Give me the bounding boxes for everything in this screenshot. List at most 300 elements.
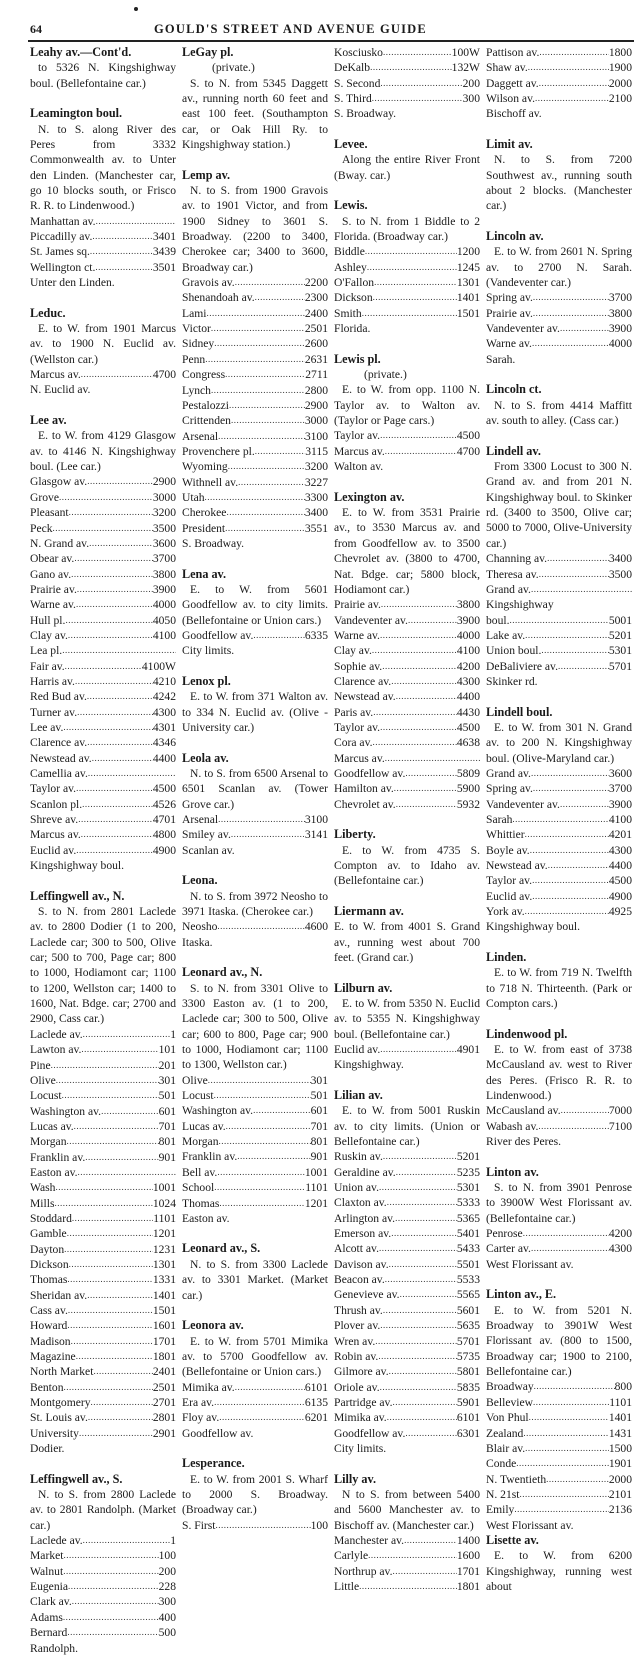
- cross-street-row: [30, 1119, 176, 1134]
- cross-street-row: [30, 1594, 176, 1609]
- cross-street-row: [182, 1518, 328, 1533]
- cross-street-row: [30, 1180, 176, 1195]
- house-number: 100W: [451, 46, 480, 59]
- house-number: 201: [158, 1058, 176, 1072]
- street-description: Along the entire River Front (Bway. car.): [334, 153, 480, 182]
- house-number: 4526: [152, 797, 176, 811]
- dot-leader: [380, 1318, 457, 1333]
- cross-street-row: [486, 582, 632, 597]
- cross-street-name: Warne av.: [486, 337, 532, 351]
- cross-street-name: Goodfellow av.: [334, 1426, 406, 1440]
- cross-street-name: Morgan: [182, 1135, 219, 1149]
- cross-street-name: Kosciusko: [334, 46, 383, 59]
- cross-street-row: [30, 1196, 176, 1211]
- cross-street-name: Mills: [30, 1196, 55, 1210]
- cross-street-name: Pattison av.: [486, 46, 540, 59]
- cross-street-row: [334, 260, 480, 275]
- cross-street-row: [486, 76, 632, 91]
- dot-leader: [530, 843, 609, 858]
- dot-leader: [87, 474, 153, 489]
- street-entry: [334, 352, 480, 475]
- cross-street-row: [182, 1395, 328, 1410]
- cross-street-name: Thomas: [182, 1196, 220, 1210]
- cross-street-name: York av.: [486, 905, 525, 919]
- dot-leader: [92, 751, 153, 766]
- cross-street-name: Mimika av.: [334, 1411, 387, 1425]
- dot-leader: [379, 1241, 457, 1256]
- dot-leader: [76, 597, 153, 612]
- dot-leader: [383, 1149, 457, 1164]
- cross-street-row: [182, 398, 328, 413]
- dot-leader: [64, 1242, 153, 1257]
- dot-leader: [93, 1364, 152, 1379]
- house-number: 5301: [456, 1181, 480, 1195]
- cross-street-name: Penn: [182, 352, 206, 366]
- dot-leader: [211, 383, 305, 398]
- cross-street-terminus: Kingshighway boul.: [30, 859, 125, 873]
- house-number: 5235: [456, 1165, 480, 1179]
- street-description: E. to W. from 719 N. Twelfth to 718 N. Thirteenth. (Park or Compton cars.): [486, 966, 632, 1011]
- street-description: E. to W. from 301 N. Grand av. to 200 N. Kingshighway boul. (Olive-Maryland car.): [486, 720, 632, 765]
- street-entry: [182, 567, 328, 659]
- dot-leader: [534, 1379, 615, 1394]
- cross-street-name: Locust: [182, 1089, 214, 1103]
- house-number: 2100: [608, 92, 632, 106]
- cross-street-terminus: Skinker rd.: [486, 674, 538, 688]
- street-name: Leonard av., S.: [182, 1241, 261, 1256]
- house-number: 1431: [608, 1426, 632, 1440]
- cross-street-row: [486, 1456, 632, 1471]
- house-number: 1301: [456, 276, 480, 290]
- cross-street-row: [30, 1610, 176, 1625]
- street-entry: [182, 1456, 328, 1533]
- dot-leader: [560, 797, 609, 812]
- street-description: E. to W. from 2601 N. Spring av. to 2700 N. Sarah. (Vandeventer car.): [486, 245, 632, 290]
- dot-leader: [370, 60, 452, 75]
- house-number: 2801: [152, 1411, 176, 1425]
- cross-street-row: [486, 1226, 632, 1241]
- dot-leader: [89, 536, 153, 551]
- dot-leader: [533, 290, 609, 305]
- cross-street-name: Mimika av.: [182, 1380, 235, 1394]
- house-number: 4300: [152, 705, 176, 719]
- house-number: 3800: [608, 306, 632, 320]
- house-number: 200: [158, 1564, 176, 1578]
- cross-street-row: [182, 812, 328, 827]
- cross-street-name: Partridge av.: [334, 1395, 393, 1409]
- cross-street-name: Grand av.: [486, 582, 531, 596]
- street-entry: [30, 306, 176, 398]
- dot-leader: [87, 1288, 153, 1303]
- cross-street-row: [30, 214, 176, 229]
- house-number: 1900: [608, 61, 632, 75]
- dot-leader: [206, 306, 304, 321]
- house-number: 4500: [608, 874, 632, 888]
- cross-street-row: [182, 352, 328, 367]
- dot-leader: [90, 244, 153, 259]
- house-number: 1101: [305, 1181, 328, 1195]
- dot-leader: [378, 1349, 456, 1364]
- house-number: 1245: [456, 260, 480, 274]
- cross-street-row: [334, 1195, 480, 1210]
- cross-street-row: [30, 735, 176, 750]
- cross-street-row: [182, 429, 328, 444]
- dot-leader: [64, 1380, 153, 1395]
- street-name: Linton av., E.: [486, 1287, 557, 1302]
- house-number: 6301: [456, 1426, 480, 1440]
- cross-street-row: [334, 1241, 480, 1256]
- cross-street-name: Fair av.: [30, 659, 65, 673]
- house-number: 400: [158, 1610, 176, 1624]
- cross-street-row: [334, 1533, 480, 1548]
- dot-leader: [231, 413, 305, 428]
- house-number: 3700: [152, 552, 176, 566]
- street-entry: [486, 950, 632, 1011]
- dot-leader: [54, 1196, 152, 1211]
- street-name: Liberty.: [334, 827, 376, 842]
- cross-street-row: [30, 705, 176, 720]
- cross-street-row: [334, 1395, 480, 1410]
- cross-street-row: [30, 1211, 176, 1226]
- street-description: E. to W. from 5350 N. Euclid av. to 5355 N. Kingshighway boul. (Bellefontaine car.): [334, 996, 480, 1041]
- street-description: E. to W. from 4001 S. Grand av., running west about 700 feet. (Grand car.): [334, 920, 480, 964]
- cross-street-row: [30, 1395, 176, 1410]
- cross-street-row: [182, 321, 328, 336]
- dot-leader: [208, 1073, 311, 1088]
- cross-street-name: Clarence av.: [30, 736, 88, 750]
- dot-leader: [214, 336, 305, 351]
- cross-street-row: [486, 781, 632, 796]
- house-number: 3500: [152, 521, 176, 535]
- dot-leader: [532, 889, 609, 904]
- cross-street-terminus: Dodier.: [30, 1442, 65, 1456]
- house-number: 4210: [152, 674, 176, 688]
- cross-street-name: Clark av.: [30, 1595, 72, 1609]
- cross-street-row: [486, 1119, 632, 1134]
- cross-street-row: [334, 1548, 480, 1563]
- cross-street-row: [334, 1287, 480, 1302]
- page-header: [30, 22, 634, 38]
- cross-street-row: [486, 1487, 632, 1502]
- dot-leader: [380, 1380, 457, 1395]
- house-number: 1: [170, 1534, 176, 1548]
- house-number: 3900: [152, 582, 176, 596]
- cross-street-name: Spring av.: [486, 291, 533, 305]
- cross-street-row: [30, 1027, 176, 1042]
- cross-street-name: Euclid av.: [334, 1043, 381, 1057]
- street-name: Lena av.: [182, 566, 227, 581]
- house-number: 5601: [456, 1303, 480, 1317]
- street-entry: [486, 1287, 632, 1533]
- house-number: 1101: [153, 1211, 176, 1225]
- dot-leader: [391, 674, 457, 689]
- cross-street-row: [182, 1180, 328, 1195]
- dot-leader: [228, 459, 305, 474]
- cross-street-name: Lynch: [182, 383, 211, 397]
- cross-street-name: DeBaliviere av.: [486, 659, 558, 673]
- street-entry: [182, 1241, 328, 1302]
- cross-street-row: [30, 1410, 176, 1425]
- house-number: 3100: [304, 813, 328, 826]
- cross-street-name: Olive: [182, 1073, 208, 1087]
- house-number: 601: [310, 1104, 328, 1118]
- cross-street-row: [30, 1533, 176, 1548]
- dot-leader: [510, 613, 609, 628]
- street-entry: [486, 137, 632, 214]
- house-number: 4700: [152, 368, 176, 382]
- street-description: E. to W. from east of 3738 McCausland av. west to River des Peres. (Frisco R. R. to Lindenwood.): [486, 1043, 632, 1103]
- house-number: 3401: [152, 230, 176, 244]
- house-number: 3551: [304, 521, 328, 535]
- cross-street-name: Whittier: [486, 828, 525, 842]
- cross-street-row: [30, 1088, 176, 1103]
- cross-street-name: Blair av.: [486, 1441, 526, 1455]
- cross-street-row: [182, 1165, 328, 1180]
- dot-leader: [211, 321, 305, 336]
- dot-leader: [235, 275, 305, 290]
- cross-street-name: Turner av.: [30, 705, 78, 719]
- cross-street-name: McCausland av.: [486, 1104, 561, 1118]
- house-number: 4901: [456, 1043, 480, 1057]
- house-number: 4100W: [141, 659, 176, 673]
- cross-street-terminus: Kingshighway boul.: [486, 920, 581, 934]
- cross-street-row: [30, 720, 176, 735]
- house-number: 1601: [152, 1319, 176, 1333]
- cross-street-name: Smith: [334, 306, 362, 320]
- cross-street-row: [30, 260, 176, 275]
- house-number: 4500: [152, 782, 176, 796]
- cross-street-row: [30, 490, 176, 505]
- cross-street-name: Geraldine av.: [334, 1165, 396, 1179]
- dot-leader: [380, 720, 457, 735]
- street-entry: [486, 45, 632, 122]
- dot-leader: [65, 613, 152, 628]
- dot-leader: [367, 260, 457, 275]
- cross-street-row: [182, 490, 328, 505]
- cross-street-row: [30, 597, 176, 612]
- street-name: Lilly av.: [334, 1471, 376, 1486]
- cross-street-name: Wash: [30, 1181, 56, 1195]
- house-number: 5735: [456, 1349, 480, 1363]
- street-entry: [486, 705, 632, 935]
- cross-street-row: [486, 1241, 632, 1256]
- cross-street-name: Marcus av.: [30, 368, 81, 382]
- cross-street-row: [182, 290, 328, 305]
- cross-street-row: [30, 1579, 176, 1594]
- cross-street-row: [30, 1364, 176, 1379]
- cross-street-terminus: Itaska.: [182, 935, 213, 949]
- cross-street-name: Gravois av.: [182, 276, 235, 290]
- dot-leader: [380, 1042, 457, 1057]
- street-name: Leffingwell av., N.: [30, 888, 125, 903]
- cross-street-row: [182, 459, 328, 474]
- dot-leader: [92, 229, 152, 244]
- street-name: Leona.: [182, 873, 218, 888]
- street-name: Lewis.: [334, 198, 368, 213]
- cross-street-name: Bell av.: [182, 1165, 218, 1179]
- house-number: 6335: [304, 628, 328, 642]
- house-number: 2800: [304, 383, 328, 397]
- cross-street-terminus: Bischoff av.: [486, 107, 542, 121]
- dot-leader: [62, 643, 176, 658]
- house-number: 1501: [456, 306, 480, 320]
- cross-street-row: [486, 766, 632, 781]
- house-number: 1800: [608, 46, 632, 59]
- cross-street-row: [30, 628, 176, 643]
- cross-street-row: [30, 1242, 176, 1257]
- cross-street-row: [486, 858, 632, 873]
- cross-street-row: [30, 797, 176, 812]
- dot-leader: [405, 1426, 456, 1441]
- house-number: 501: [310, 1089, 328, 1103]
- dot-leader: [91, 1395, 153, 1410]
- house-number: 3900: [608, 322, 632, 336]
- cross-street-row: [486, 1103, 632, 1118]
- dot-leader: [362, 306, 457, 321]
- house-number: 4925: [608, 905, 632, 919]
- house-number: 1231: [152, 1242, 176, 1256]
- cross-street-terminus: Kingshighway.: [334, 1058, 404, 1072]
- street-entry: [486, 1027, 632, 1150]
- street-name: Lindenwood pl.: [486, 1026, 568, 1041]
- house-number: 1400: [456, 1533, 480, 1547]
- dot-leader: [539, 76, 609, 91]
- street-entry: [182, 1318, 328, 1441]
- cross-street-row: [486, 91, 632, 106]
- cross-street-row: [30, 1134, 176, 1149]
- cross-street-name: Ruskin av.: [334, 1150, 383, 1164]
- dot-leader: [387, 1195, 457, 1210]
- cross-street-row: [30, 751, 176, 766]
- dot-leader: [69, 505, 153, 520]
- cross-street-row: [334, 674, 480, 689]
- dot-leader: [520, 1487, 609, 1502]
- dot-leader: [372, 643, 457, 658]
- cross-street-name: Taylor av.: [30, 782, 77, 796]
- cross-street-row: [30, 1349, 176, 1364]
- dot-leader: [389, 1257, 457, 1272]
- street-description: S. to N. from 5345 Daggett av., running north 60 feet and east 100 feet. (Southampton car, or Oak Hill Ry. to Kingshighway station.): [182, 76, 328, 152]
- cross-street-name: Marcus av.: [30, 828, 81, 842]
- house-number: 901: [158, 1150, 176, 1164]
- dot-leader: [78, 812, 153, 827]
- house-number: 4430: [456, 705, 480, 719]
- cross-street-terminus: Florida.: [334, 322, 371, 336]
- house-number: 1: [170, 1027, 176, 1041]
- dot-leader: [88, 766, 176, 781]
- street-entry: [182, 965, 328, 1226]
- house-number: 3115: [305, 444, 328, 458]
- street-description: S. to N. from 2801 Laclede av. to 2800 Dodier (1 to 200, Laclede car; 300 to 500, Olive car; 500 to 700, Page car; 800 to 1000, Hodiamont car; 1100 to 1200, Wellston car; 1400 to 1600, Nat. Bdge. car; 2700 and 2900, Cass car.): [30, 905, 176, 1026]
- dot-leader: [87, 689, 153, 704]
- cross-street-row: [334, 1042, 480, 1057]
- cross-street-row: [182, 1410, 328, 1425]
- cross-street-name: Taylor av.: [334, 429, 381, 443]
- dot-leader: [532, 336, 609, 351]
- cross-street-row: [30, 827, 176, 842]
- house-number: 1901: [608, 1457, 632, 1471]
- house-number: 4000: [608, 337, 632, 351]
- house-number: 801: [158, 1135, 176, 1149]
- cross-street-name: Walnut: [30, 1564, 64, 1578]
- house-number: 5201: [456, 1150, 480, 1164]
- dot-leader: [253, 1103, 311, 1118]
- cross-street-name: Arsenal: [182, 429, 219, 443]
- house-number: 5801: [456, 1365, 480, 1379]
- cross-street-name: Eugenia: [30, 1580, 68, 1594]
- dot-leader: [81, 1042, 158, 1057]
- dot-leader: [374, 275, 457, 290]
- street-entry: [334, 490, 480, 812]
- street-description: E. to W. from 5601 Goodfellow av. to city limits. (Bellefontaine or Union cars.): [182, 582, 328, 627]
- cross-street-name: Morgan: [30, 1135, 67, 1149]
- street-name: Leonora av.: [182, 1318, 244, 1333]
- cross-street-row: [30, 1625, 176, 1640]
- cross-street-name: Carter av.: [486, 1242, 531, 1256]
- dot-leader: [71, 1334, 153, 1349]
- house-number: 200: [462, 76, 480, 90]
- house-number: 2900: [304, 398, 328, 412]
- cross-street-name: Gano av.: [30, 567, 72, 581]
- house-number: 228: [158, 1580, 176, 1594]
- street-description: N to S. from between 5400 and 5600 Manchester av. to Bischoff av. (Manchester car.): [334, 1487, 480, 1532]
- house-number: 4050: [152, 613, 176, 627]
- cross-street-name: Oriole av.: [334, 1380, 380, 1394]
- cross-street-name: Daggett av.: [486, 76, 539, 90]
- street-description: N. to S. from 6500 Arsenal to 6501 Scanlan av. (Tower Grove car.): [182, 766, 328, 811]
- dot-leader: [389, 1364, 457, 1379]
- dot-leader: [379, 1180, 457, 1195]
- street-description: N. to S. from 3300 Laclede av. to 3301 Market. (Market car.): [182, 1257, 328, 1302]
- house-number: 5701: [608, 659, 632, 673]
- cross-street-row: [30, 1318, 176, 1333]
- cross-street-row: [182, 413, 328, 428]
- dot-leader: [79, 1426, 153, 1441]
- house-number: 4000: [152, 598, 176, 612]
- cross-street-row: [334, 1303, 480, 1318]
- dot-leader: [75, 674, 153, 689]
- dot-leader: [405, 766, 456, 781]
- cross-street-row: [334, 751, 480, 766]
- street-description: E. to W. from opp. 1100 N. Taylor av. to Walton av. (Taylor or Page cars.): [334, 383, 480, 428]
- dot-leader: [63, 1564, 158, 1579]
- dot-leader: [95, 260, 152, 275]
- dot-leader: [512, 812, 608, 827]
- cross-street-name: Paris av.: [334, 705, 374, 719]
- house-number: 5565: [456, 1288, 480, 1302]
- dot-leader: [531, 1241, 609, 1256]
- dot-leader: [226, 505, 304, 520]
- cross-street-row: [30, 367, 176, 382]
- cross-street-terminus: Sarah.: [486, 352, 516, 366]
- cross-street-name: Warne av.: [334, 628, 380, 642]
- cross-street-name: Spring av.: [486, 782, 533, 796]
- house-number: 4200: [608, 1227, 632, 1241]
- cross-street-name: Goodfellow av.: [334, 766, 406, 780]
- cross-street-terminus: Unter den Linden.: [30, 276, 115, 290]
- house-number: 3141: [304, 828, 328, 842]
- dot-leader: [238, 475, 305, 490]
- cross-street-row: [30, 582, 176, 597]
- street-entry: [486, 382, 632, 428]
- street-name: Lemp av.: [182, 167, 231, 182]
- house-number: 3600: [152, 536, 176, 550]
- cross-street-name: Scanlon pl.: [30, 797, 83, 811]
- cross-street-row: [486, 873, 632, 888]
- cross-street-row: [486, 1426, 632, 1441]
- cross-street-name: Magazine: [30, 1350, 76, 1364]
- cross-street-name: boul.: [486, 613, 510, 627]
